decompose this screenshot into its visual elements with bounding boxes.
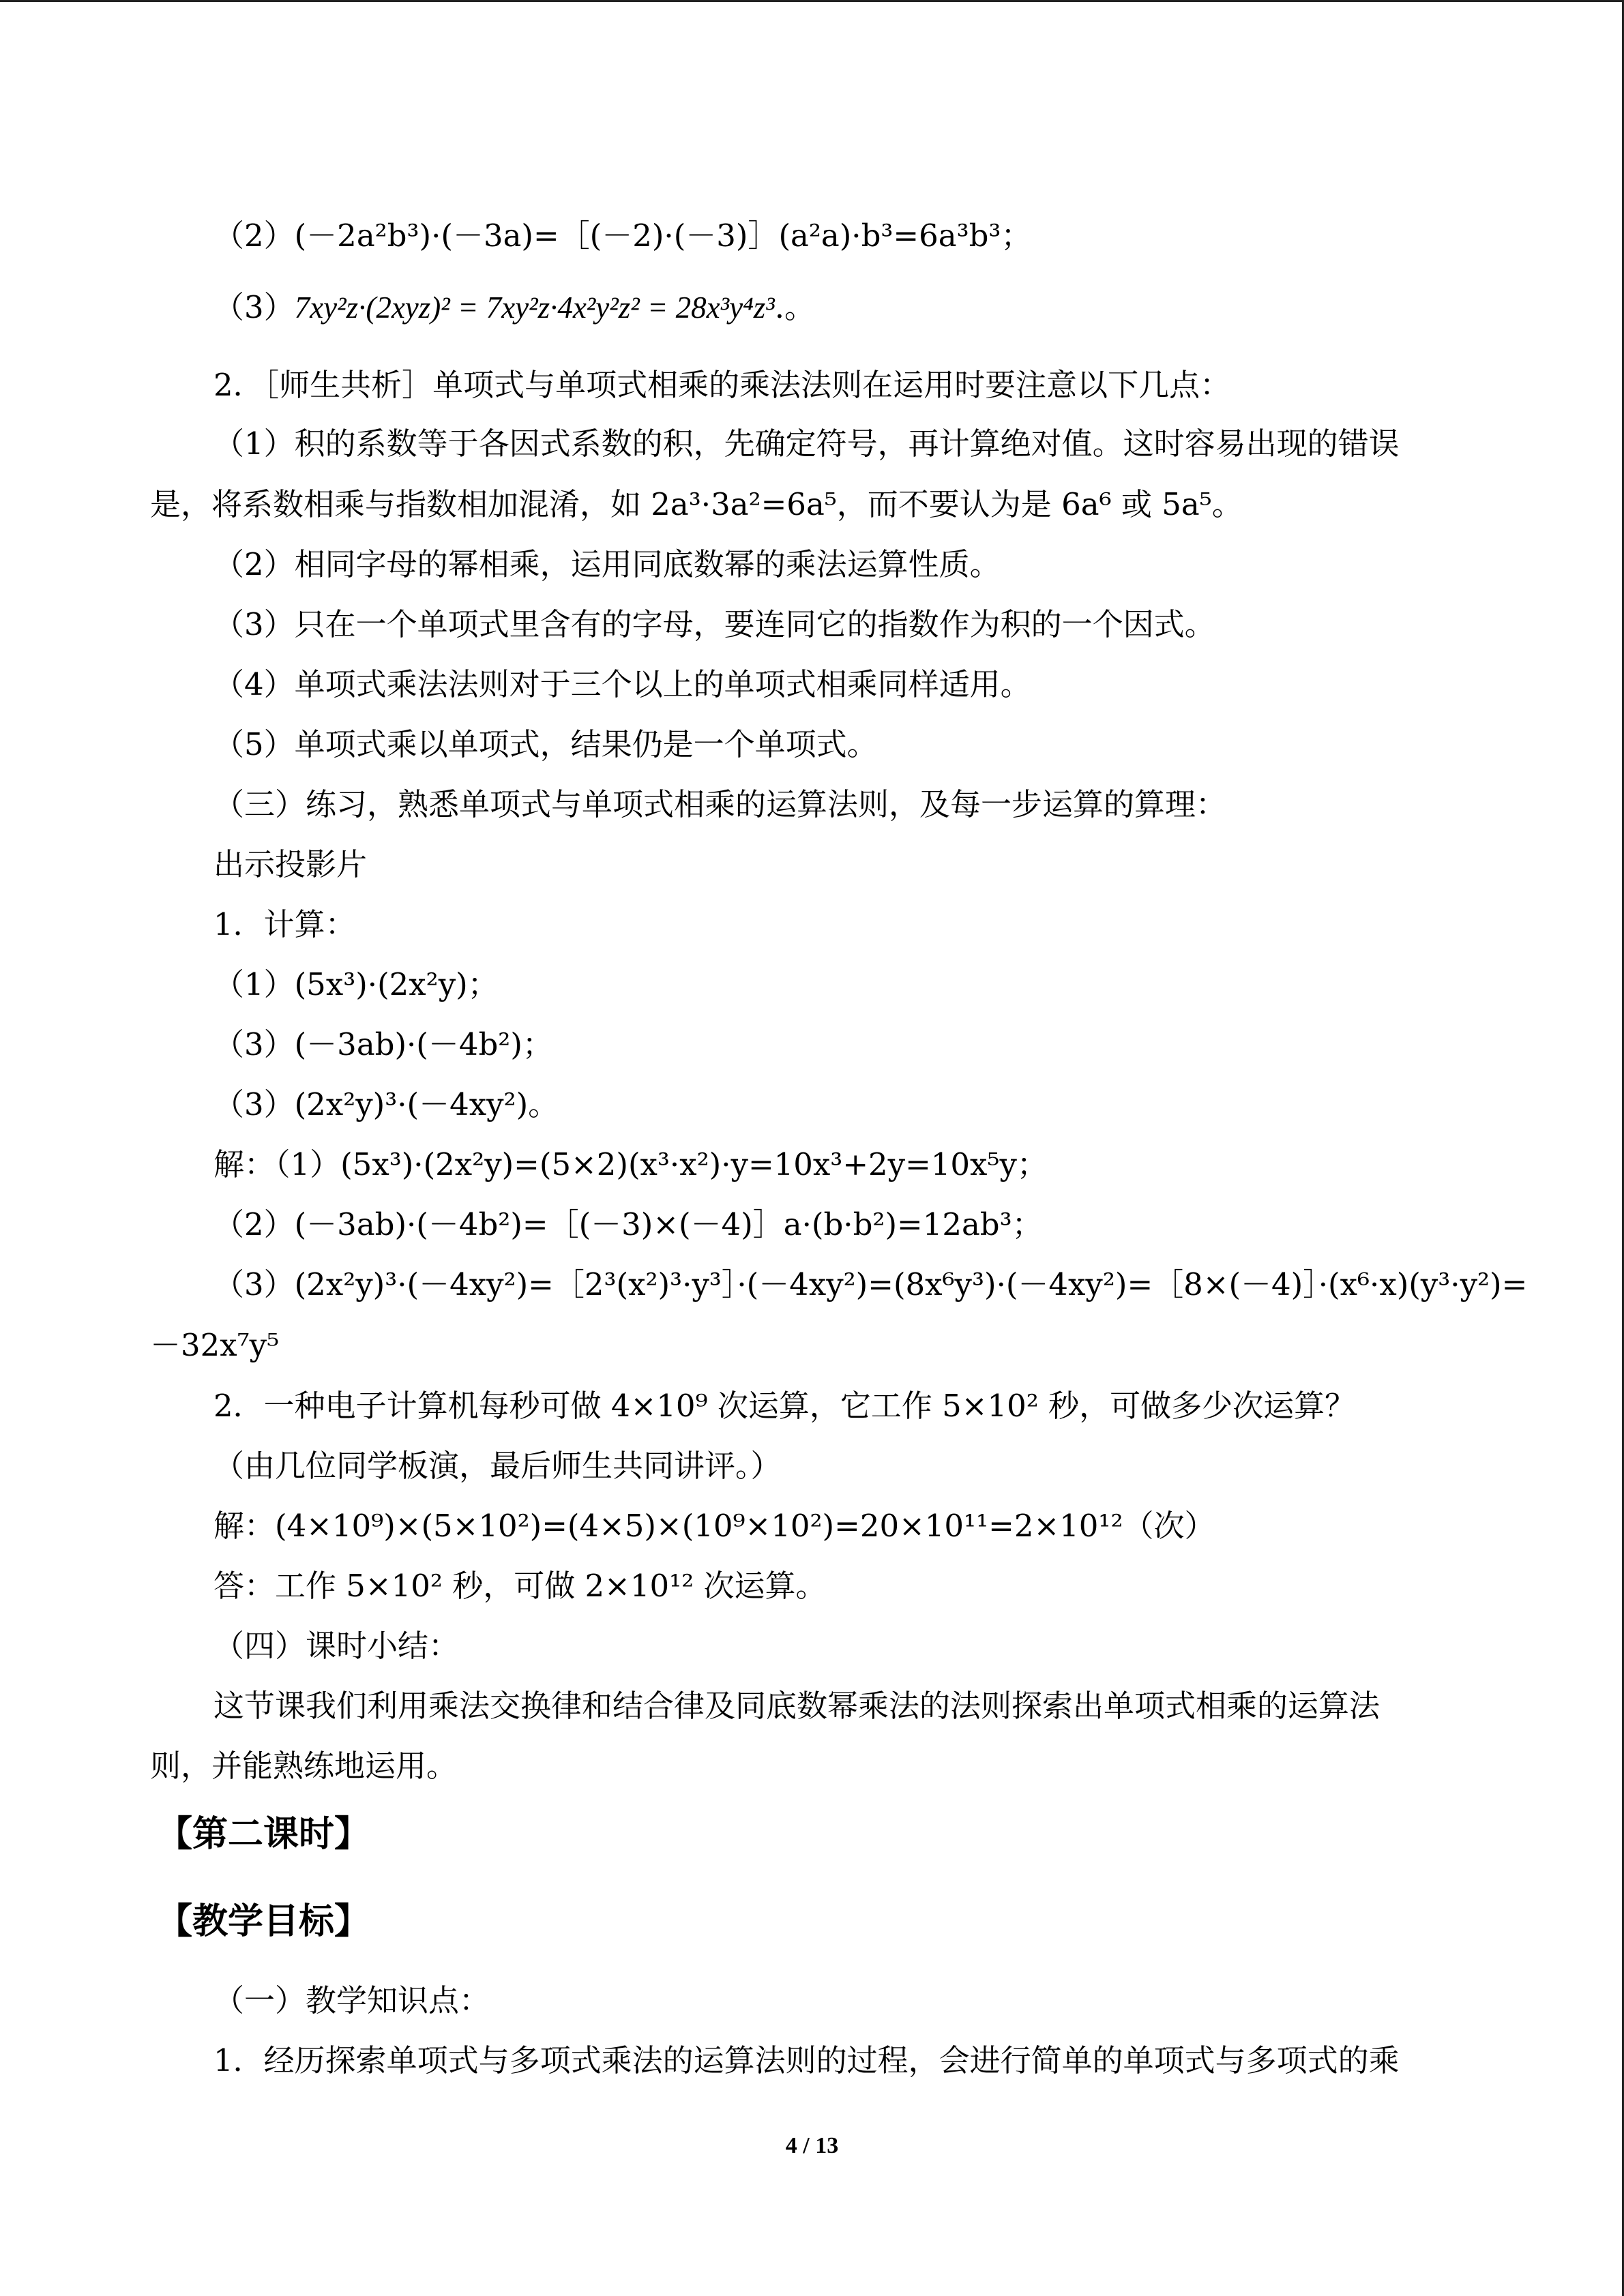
exercise-2-answer: 答：工作 5×10² 秒，可做 2×10¹² 次运算。 <box>213 1568 827 1604</box>
note-4: （4）单项式乘法法则对于三个以上的单项式相乘同样适用。 <box>213 666 1031 702</box>
knowledge-point-1: 1．经历探索单项式与多项式乘法的运算法则的过程，会进行简单的单项式与多项式的乘 <box>213 2042 1400 2078</box>
exercise-1-item-2: （3）(－3ab)·(－4b²)； <box>213 1026 553 1062</box>
exercise-2-question: 2．一种电子计算机每秒可做 4×10⁹ 次运算，它工作 5×10² 秒，可做多少次运算？ <box>213 1388 1356 1424</box>
exercise-2-solution: 解：(4×10⁹)×(5×10²)=(4×5)×(10⁹×10²)=20×10¹¹=2×10¹²（次） <box>213 1508 1215 1544</box>
note-2: （2）相同字母的幂相乘，运用同底数幂的乘法运算性质。 <box>213 546 1001 582</box>
solution-2: （2）(－3ab)·(－4b²)=［(－3)×(－4)］a·(b·b²)=12ab³； <box>213 1206 1043 1242</box>
worked-step-2: （2）(－2a²b³)·(－3a)=［(－2)·(－3)］(a²a)·b³=6a³b³； <box>213 218 1032 254</box>
teaching-goals-heading: 【教学目标】 <box>157 1901 370 1942</box>
show-slide-text: 出示投影片 <box>213 846 368 882</box>
worked-step-3-end: .。 <box>774 289 816 325</box>
knowledge-points-title: （一）教学知识点： <box>213 1982 490 2018</box>
lesson-2-heading: 【第二课时】 <box>157 1814 370 1855</box>
page-number: 4 / 13 <box>785 2133 839 2158</box>
worked-step-3 <box>213 287 815 328</box>
analysis-intro: 2．［师生共析］单项式与单项式相乘的乘法法则在运用时要注意以下几点： <box>213 367 1231 403</box>
note-3: （3）只在一个单项式里含有的字母，要连同它的指数作为积的一个因式。 <box>213 606 1215 642</box>
exercise-2-note: （由几位同学板演，最后师生共同讲评。） <box>213 1448 782 1484</box>
note-1-line-2: 是，将系数相乘与指数相加混淆，如 2a³·3a²=6a⁵，而不要认为是 6a⁶ 或 5a⁵。 <box>150 486 1243 522</box>
solution-3-line-1: （3）(2x²y)³·(－4xy²)=［2³(x²)³·y³］·(－4xy²)=(8x⁶y³)·(－4xy²)=［8×(－4)］·(x⁶·x)(y³·y²)= <box>213 1266 1528 1302</box>
exercise-1-title: 1．计算： <box>213 906 356 942</box>
worked-step-3-label: （3） <box>213 289 295 325</box>
note-5: （5）单项式乘以单项式，结果仍是一个单项式。 <box>213 726 878 762</box>
note-1-line-1: （1）积的系数等于各因式系数的积，先确定符号，再计算绝对值。这时容易出现的错误 <box>213 426 1400 462</box>
page-top-border <box>0 0 1624 2</box>
worked-step-3-formula: 7xy²z·(2xyz)² = 7xy²z·4x²y²z² = 28x³y⁴z³ <box>294 290 775 325</box>
summary-line-2: 则，并能熟练地运用。 <box>150 1748 458 1784</box>
solution-1: 解：（1）(5x³)·(2x²y)=(5×2)(x³·x²)·y=10x³+2y=10x⁵y； <box>213 1146 1048 1182</box>
exercise-1-item-1: （1）(5x³)·(2x²y)； <box>213 966 499 1002</box>
solution-3-line-2: －32x⁷y⁵ <box>150 1327 280 1363</box>
summary-line-1: 这节课我们利用乘法交换律和结合律及同底数幂乘法的法则探索出单项式相乘的运算法 <box>213 1688 1381 1724</box>
practice-section-title: （三）练习，熟悉单项式与单项式相乘的运算法则，及每一步运算的算理： <box>213 786 1227 822</box>
exercise-1-item-3: （3）(2x²y)³·(－4xy²)。 <box>213 1086 559 1122</box>
summary-title: （四）课时小结： <box>213 1628 460 1664</box>
